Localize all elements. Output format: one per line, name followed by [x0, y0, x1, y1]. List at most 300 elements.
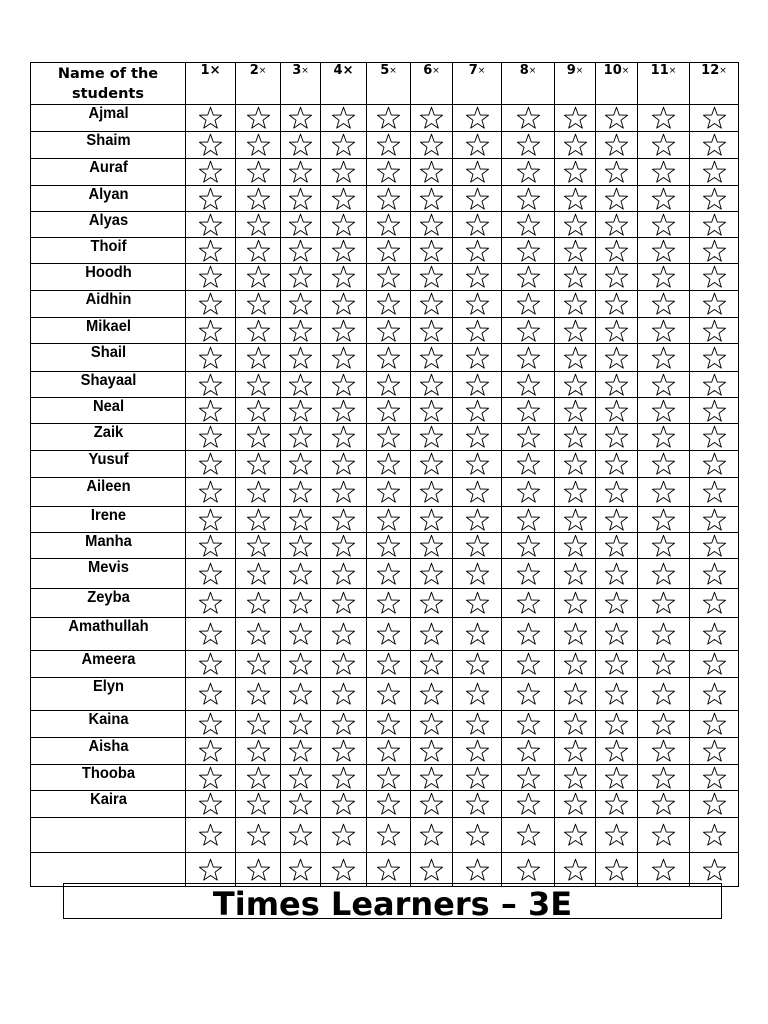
star-cell[interactable] — [321, 212, 367, 238]
star-cell[interactable] — [186, 451, 236, 478]
star-cell[interactable] — [638, 478, 690, 507]
star-cell[interactable] — [281, 478, 321, 507]
star-cell[interactable] — [453, 678, 502, 711]
star-cell[interactable] — [367, 507, 411, 533]
star-cell[interactable] — [186, 212, 236, 238]
star-cell[interactable] — [453, 451, 502, 478]
star-cell[interactable] — [321, 291, 367, 318]
star-cell[interactable] — [367, 533, 411, 559]
star-cell[interactable] — [367, 318, 411, 344]
star-cell[interactable] — [236, 291, 281, 318]
star-cell[interactable] — [321, 853, 367, 887]
star-cell[interactable] — [453, 618, 502, 651]
star-cell[interactable] — [367, 559, 411, 589]
star-cell[interactable] — [281, 291, 321, 318]
star-cell[interactable] — [638, 186, 690, 212]
star-cell[interactable] — [186, 398, 236, 424]
star-cell[interactable] — [236, 186, 281, 212]
star-cell[interactable] — [502, 105, 555, 132]
star-cell[interactable] — [453, 212, 502, 238]
star-cell[interactable] — [638, 344, 690, 372]
star-cell[interactable] — [555, 238, 596, 264]
star-cell[interactable] — [596, 451, 638, 478]
star-cell[interactable] — [367, 765, 411, 791]
star-cell[interactable] — [367, 105, 411, 132]
star-cell[interactable] — [236, 533, 281, 559]
star-cell[interactable] — [186, 344, 236, 372]
star-cell[interactable] — [555, 589, 596, 618]
star-cell[interactable] — [596, 186, 638, 212]
star-cell[interactable] — [453, 238, 502, 264]
star-cell[interactable] — [281, 186, 321, 212]
star-cell[interactable] — [596, 478, 638, 507]
star-cell[interactable] — [411, 105, 453, 132]
star-cell[interactable] — [596, 398, 638, 424]
star-cell[interactable] — [321, 451, 367, 478]
star-cell[interactable] — [281, 678, 321, 711]
star-cell[interactable] — [453, 159, 502, 186]
star-cell[interactable] — [236, 651, 281, 678]
star-cell[interactable] — [596, 791, 638, 818]
star-cell[interactable] — [367, 818, 411, 853]
star-cell[interactable] — [596, 372, 638, 398]
star-cell[interactable] — [555, 318, 596, 344]
star-cell[interactable] — [555, 853, 596, 887]
star-cell[interactable] — [638, 424, 690, 451]
star-cell[interactable] — [596, 533, 638, 559]
star-cell[interactable] — [321, 238, 367, 264]
star-cell[interactable] — [236, 559, 281, 589]
star-cell[interactable] — [236, 738, 281, 765]
star-cell[interactable] — [596, 559, 638, 589]
star-cell[interactable] — [236, 853, 281, 887]
star-cell[interactable] — [186, 738, 236, 765]
star-cell[interactable] — [321, 711, 367, 738]
star-cell[interactable] — [638, 318, 690, 344]
star-cell[interactable] — [411, 318, 453, 344]
star-cell[interactable] — [367, 651, 411, 678]
star-cell[interactable] — [281, 738, 321, 765]
star-cell[interactable] — [638, 711, 690, 738]
star-cell[interactable] — [321, 398, 367, 424]
star-cell[interactable] — [690, 372, 739, 398]
star-cell[interactable] — [453, 264, 502, 291]
star-cell[interactable] — [321, 818, 367, 853]
star-cell[interactable] — [236, 159, 281, 186]
star-cell[interactable] — [186, 238, 236, 264]
star-cell[interactable] — [555, 559, 596, 589]
star-cell[interactable] — [690, 212, 739, 238]
star-cell[interactable] — [502, 159, 555, 186]
star-cell[interactable] — [596, 678, 638, 711]
star-cell[interactable] — [596, 738, 638, 765]
star-cell[interactable] — [638, 618, 690, 651]
star-cell[interactable] — [281, 853, 321, 887]
star-cell[interactable] — [367, 424, 411, 451]
star-cell[interactable] — [555, 105, 596, 132]
star-cell[interactable] — [638, 105, 690, 132]
star-cell[interactable] — [321, 372, 367, 398]
star-cell[interactable] — [281, 818, 321, 853]
star-cell[interactable] — [638, 678, 690, 711]
star-cell[interactable] — [411, 186, 453, 212]
star-cell[interactable] — [321, 186, 367, 212]
star-cell[interactable] — [690, 678, 739, 711]
star-cell[interactable] — [638, 533, 690, 559]
star-cell[interactable] — [555, 678, 596, 711]
star-cell[interactable] — [367, 451, 411, 478]
star-cell[interactable] — [236, 398, 281, 424]
star-cell[interactable] — [321, 264, 367, 291]
star-cell[interactable] — [411, 818, 453, 853]
star-cell[interactable] — [690, 818, 739, 853]
star-cell[interactable] — [281, 264, 321, 291]
star-cell[interactable] — [321, 765, 367, 791]
star-cell[interactable] — [453, 765, 502, 791]
star-cell[interactable] — [638, 853, 690, 887]
star-cell[interactable] — [690, 186, 739, 212]
star-cell[interactable] — [281, 398, 321, 424]
star-cell[interactable] — [411, 132, 453, 159]
star-cell[interactable] — [596, 711, 638, 738]
star-cell[interactable] — [596, 291, 638, 318]
star-cell[interactable] — [411, 398, 453, 424]
star-cell[interactable] — [638, 791, 690, 818]
star-cell[interactable] — [555, 738, 596, 765]
star-cell[interactable] — [596, 765, 638, 791]
star-cell[interactable] — [411, 765, 453, 791]
star-cell[interactable] — [186, 589, 236, 618]
star-cell[interactable] — [186, 853, 236, 887]
star-cell[interactable] — [502, 186, 555, 212]
star-cell[interactable] — [411, 478, 453, 507]
star-cell[interactable] — [186, 291, 236, 318]
star-cell[interactable] — [367, 372, 411, 398]
star-cell[interactable] — [236, 507, 281, 533]
star-cell[interactable] — [186, 791, 236, 818]
star-cell[interactable] — [453, 791, 502, 818]
star-cell[interactable] — [236, 765, 281, 791]
star-cell[interactable] — [690, 589, 739, 618]
star-cell[interactable] — [186, 765, 236, 791]
star-cell[interactable] — [596, 238, 638, 264]
star-cell[interactable] — [186, 318, 236, 344]
star-cell[interactable] — [453, 507, 502, 533]
star-cell[interactable] — [236, 212, 281, 238]
star-cell[interactable] — [236, 589, 281, 618]
star-cell[interactable] — [321, 318, 367, 344]
star-cell[interactable] — [367, 186, 411, 212]
star-cell[interactable] — [236, 105, 281, 132]
star-cell[interactable] — [411, 738, 453, 765]
star-cell[interactable] — [367, 344, 411, 372]
star-cell[interactable] — [236, 372, 281, 398]
star-cell[interactable] — [281, 589, 321, 618]
star-cell[interactable] — [411, 651, 453, 678]
star-cell[interactable] — [321, 478, 367, 507]
star-cell[interactable] — [453, 344, 502, 372]
star-cell[interactable] — [502, 533, 555, 559]
star-cell[interactable] — [555, 765, 596, 791]
star-cell[interactable] — [367, 132, 411, 159]
star-cell[interactable] — [555, 618, 596, 651]
star-cell[interactable] — [690, 478, 739, 507]
star-cell[interactable] — [281, 424, 321, 451]
star-cell[interactable] — [690, 738, 739, 765]
star-cell[interactable] — [555, 711, 596, 738]
star-cell[interactable] — [453, 398, 502, 424]
star-cell[interactable] — [596, 212, 638, 238]
star-cell[interactable] — [690, 344, 739, 372]
star-cell[interactable] — [236, 344, 281, 372]
star-cell[interactable] — [502, 398, 555, 424]
star-cell[interactable] — [281, 238, 321, 264]
star-cell[interactable] — [281, 159, 321, 186]
star-cell[interactable] — [411, 451, 453, 478]
star-cell[interactable] — [453, 589, 502, 618]
star-cell[interactable] — [596, 853, 638, 887]
star-cell[interactable] — [453, 853, 502, 887]
star-cell[interactable] — [236, 238, 281, 264]
star-cell[interactable] — [690, 791, 739, 818]
star-cell[interactable] — [638, 451, 690, 478]
star-cell[interactable] — [690, 291, 739, 318]
star-cell[interactable] — [502, 451, 555, 478]
star-cell[interactable] — [453, 105, 502, 132]
star-cell[interactable] — [502, 651, 555, 678]
star-cell[interactable] — [411, 589, 453, 618]
star-cell[interactable] — [281, 105, 321, 132]
star-cell[interactable] — [690, 451, 739, 478]
star-cell[interactable] — [502, 318, 555, 344]
star-cell[interactable] — [411, 424, 453, 451]
star-cell[interactable] — [638, 765, 690, 791]
star-cell[interactable] — [367, 159, 411, 186]
star-cell[interactable] — [367, 678, 411, 711]
star-cell[interactable] — [321, 618, 367, 651]
star-cell[interactable] — [236, 478, 281, 507]
star-cell[interactable] — [321, 738, 367, 765]
star-cell[interactable] — [638, 507, 690, 533]
star-cell[interactable] — [367, 711, 411, 738]
star-cell[interactable] — [453, 424, 502, 451]
star-cell[interactable] — [321, 791, 367, 818]
star-cell[interactable] — [502, 678, 555, 711]
star-cell[interactable] — [502, 589, 555, 618]
star-cell[interactable] — [321, 105, 367, 132]
star-cell[interactable] — [596, 618, 638, 651]
star-cell[interactable] — [321, 678, 367, 711]
star-cell[interactable] — [596, 105, 638, 132]
star-cell[interactable] — [690, 318, 739, 344]
star-cell[interactable] — [236, 451, 281, 478]
star-cell[interactable] — [453, 738, 502, 765]
star-cell[interactable] — [555, 186, 596, 212]
star-cell[interactable] — [502, 507, 555, 533]
star-cell[interactable] — [236, 264, 281, 291]
star-cell[interactable] — [186, 132, 236, 159]
star-cell[interactable] — [502, 738, 555, 765]
star-cell[interactable] — [281, 372, 321, 398]
star-cell[interactable] — [321, 651, 367, 678]
star-cell[interactable] — [502, 791, 555, 818]
star-cell[interactable] — [281, 451, 321, 478]
star-cell[interactable] — [502, 264, 555, 291]
star-cell[interactable] — [555, 132, 596, 159]
star-cell[interactable] — [321, 159, 367, 186]
star-cell[interactable] — [367, 398, 411, 424]
star-cell[interactable] — [367, 853, 411, 887]
star-cell[interactable] — [638, 238, 690, 264]
star-cell[interactable] — [502, 559, 555, 589]
star-cell[interactable] — [186, 559, 236, 589]
star-cell[interactable] — [596, 651, 638, 678]
star-cell[interactable] — [236, 132, 281, 159]
star-cell[interactable] — [411, 711, 453, 738]
star-cell[interactable] — [321, 533, 367, 559]
star-cell[interactable] — [281, 212, 321, 238]
star-cell[interactable] — [281, 791, 321, 818]
star-cell[interactable] — [236, 678, 281, 711]
star-cell[interactable] — [690, 398, 739, 424]
star-cell[interactable] — [502, 478, 555, 507]
star-cell[interactable] — [690, 711, 739, 738]
star-cell[interactable] — [555, 344, 596, 372]
star-cell[interactable] — [367, 618, 411, 651]
star-cell[interactable] — [321, 424, 367, 451]
star-cell[interactable] — [411, 291, 453, 318]
star-cell[interactable] — [502, 291, 555, 318]
star-cell[interactable] — [186, 818, 236, 853]
star-cell[interactable] — [236, 318, 281, 344]
star-cell[interactable] — [367, 589, 411, 618]
star-cell[interactable] — [555, 478, 596, 507]
star-cell[interactable] — [186, 105, 236, 132]
star-cell[interactable] — [453, 186, 502, 212]
star-cell[interactable] — [555, 424, 596, 451]
star-cell[interactable] — [555, 651, 596, 678]
star-cell[interactable] — [411, 212, 453, 238]
star-cell[interactable] — [186, 264, 236, 291]
star-cell[interactable] — [321, 132, 367, 159]
star-cell[interactable] — [638, 159, 690, 186]
star-cell[interactable] — [453, 559, 502, 589]
star-cell[interactable] — [555, 791, 596, 818]
star-cell[interactable] — [186, 478, 236, 507]
star-cell[interactable] — [555, 507, 596, 533]
star-cell[interactable] — [502, 238, 555, 264]
star-cell[interactable] — [186, 651, 236, 678]
star-cell[interactable] — [236, 818, 281, 853]
star-cell[interactable] — [411, 264, 453, 291]
star-cell[interactable] — [411, 238, 453, 264]
star-cell[interactable] — [502, 765, 555, 791]
star-cell[interactable] — [596, 318, 638, 344]
star-cell[interactable] — [690, 618, 739, 651]
star-cell[interactable] — [690, 651, 739, 678]
star-cell[interactable] — [690, 507, 739, 533]
star-cell[interactable] — [186, 711, 236, 738]
star-cell[interactable] — [502, 618, 555, 651]
star-cell[interactable] — [411, 618, 453, 651]
star-cell[interactable] — [186, 159, 236, 186]
star-cell[interactable] — [596, 818, 638, 853]
star-cell[interactable] — [596, 344, 638, 372]
star-cell[interactable] — [638, 212, 690, 238]
star-cell[interactable] — [638, 398, 690, 424]
star-cell[interactable] — [411, 559, 453, 589]
star-cell[interactable] — [411, 678, 453, 711]
star-cell[interactable] — [186, 186, 236, 212]
star-cell[interactable] — [690, 264, 739, 291]
star-cell[interactable] — [690, 105, 739, 132]
star-cell[interactable] — [555, 818, 596, 853]
star-cell[interactable] — [555, 451, 596, 478]
star-cell[interactable] — [281, 318, 321, 344]
star-cell[interactable] — [281, 533, 321, 559]
star-cell[interactable] — [321, 589, 367, 618]
star-cell[interactable] — [555, 398, 596, 424]
star-cell[interactable] — [502, 853, 555, 887]
star-cell[interactable] — [186, 372, 236, 398]
star-cell[interactable] — [555, 291, 596, 318]
star-cell[interactable] — [638, 132, 690, 159]
star-cell[interactable] — [236, 791, 281, 818]
star-cell[interactable] — [281, 559, 321, 589]
star-cell[interactable] — [367, 264, 411, 291]
star-cell[interactable] — [638, 372, 690, 398]
star-cell[interactable] — [411, 791, 453, 818]
star-cell[interactable] — [690, 559, 739, 589]
star-cell[interactable] — [638, 589, 690, 618]
star-cell[interactable] — [690, 424, 739, 451]
star-cell[interactable] — [453, 533, 502, 559]
star-cell[interactable] — [596, 132, 638, 159]
star-cell[interactable] — [596, 589, 638, 618]
star-cell[interactable] — [555, 533, 596, 559]
star-cell[interactable] — [453, 651, 502, 678]
star-cell[interactable] — [453, 291, 502, 318]
star-cell[interactable] — [367, 738, 411, 765]
star-cell[interactable] — [502, 424, 555, 451]
star-cell[interactable] — [502, 818, 555, 853]
star-cell[interactable] — [186, 618, 236, 651]
star-cell[interactable] — [596, 159, 638, 186]
star-cell[interactable] — [281, 132, 321, 159]
star-cell[interactable] — [281, 711, 321, 738]
star-cell[interactable] — [555, 159, 596, 186]
star-cell[interactable] — [281, 344, 321, 372]
star-cell[interactable] — [638, 738, 690, 765]
star-cell[interactable] — [367, 478, 411, 507]
star-cell[interactable] — [367, 212, 411, 238]
star-cell[interactable] — [321, 344, 367, 372]
star-cell[interactable] — [690, 159, 739, 186]
star-cell[interactable] — [411, 344, 453, 372]
star-cell[interactable] — [186, 424, 236, 451]
star-cell[interactable] — [596, 507, 638, 533]
star-cell[interactable] — [321, 559, 367, 589]
star-cell[interactable] — [638, 818, 690, 853]
star-cell[interactable] — [690, 238, 739, 264]
star-cell[interactable] — [367, 791, 411, 818]
star-cell[interactable] — [453, 818, 502, 853]
star-cell[interactable] — [236, 711, 281, 738]
star-cell[interactable] — [321, 507, 367, 533]
star-cell[interactable] — [453, 372, 502, 398]
star-cell[interactable] — [453, 478, 502, 507]
star-cell[interactable] — [638, 291, 690, 318]
